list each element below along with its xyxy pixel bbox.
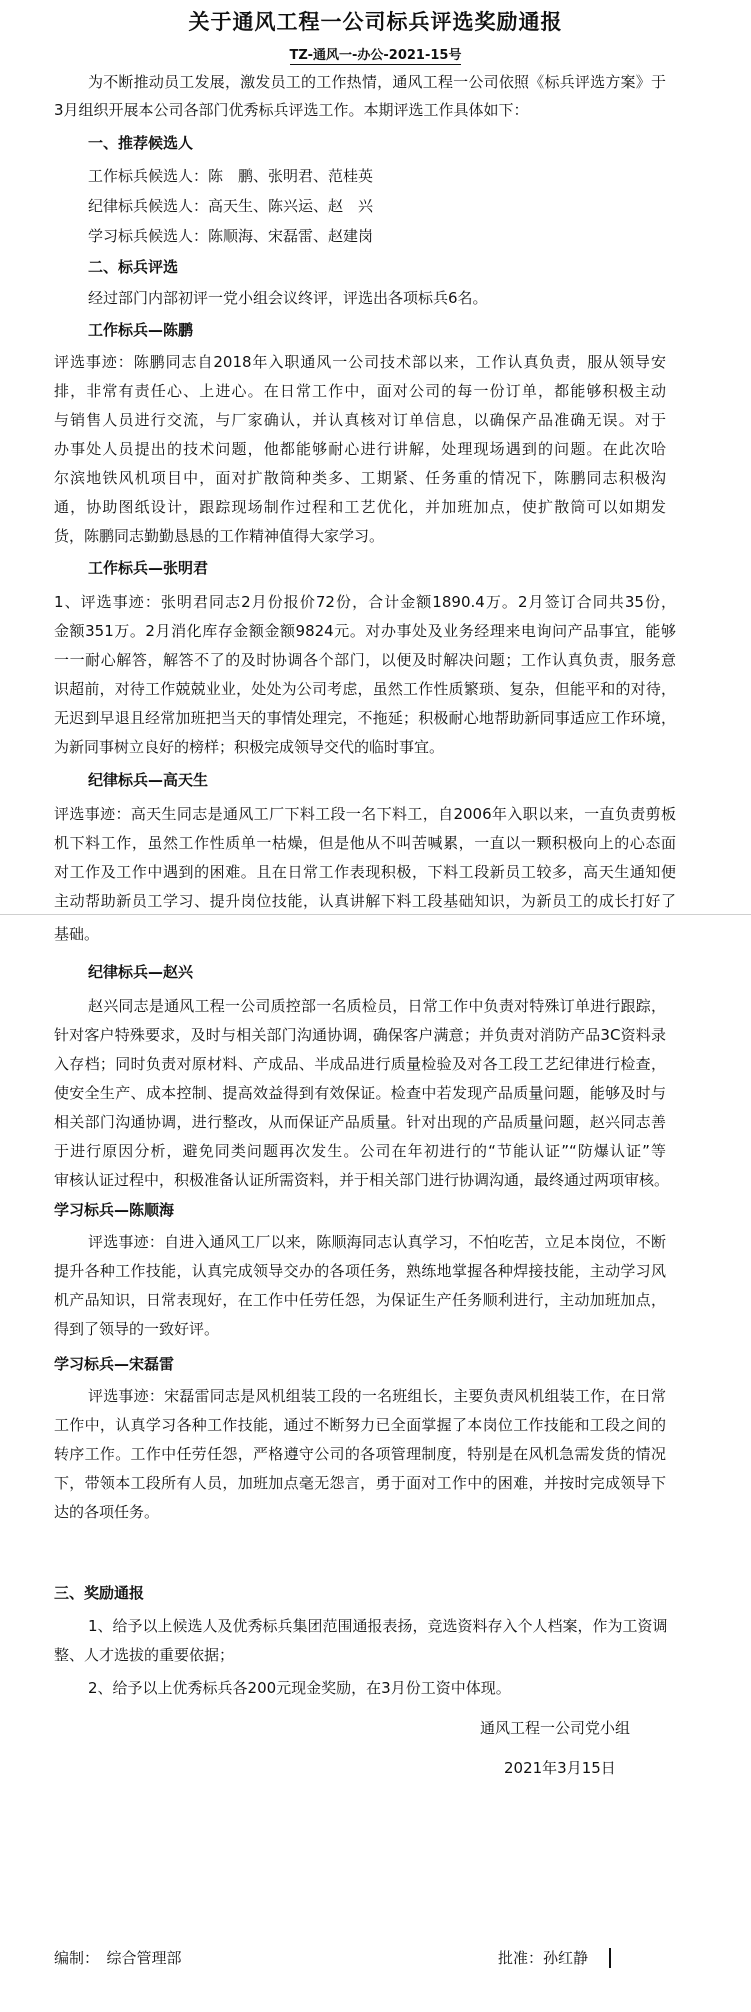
- award1-line: 排，非常有责任心、上进心。在日常工作中，面对公司的每一份订单，都能够积极主动: [54, 382, 666, 400]
- candidate-line-work: 工作标兵候选人：陈 鹏、张明君、范桂英: [88, 167, 374, 185]
- award2-line: 一一耐心解答，解答不了的及时协调各个部门，以便及时解决问题；工作认真负责，服务意: [54, 651, 676, 669]
- award6-line: 转序工作。工作中任劳任怨，严格遵守公司的各项管理制度，特别是在风机急需发货的情况: [54, 1445, 666, 1463]
- award2-heading: 工作标兵—张明君: [88, 559, 209, 577]
- award4-line: 入存档；同时负责对原材料、产成品、半成品进行质量检验及对各工段工艺纪律进行检查，: [54, 1055, 666, 1073]
- footer-editor: 编制： 综合管理部: [54, 1949, 182, 1967]
- section3-heading: 三、奖励通报: [54, 1584, 145, 1602]
- award3-line: 基础。: [54, 925, 100, 943]
- section3-line: 2、给予以上优秀标兵各200元现金奖励，在3月份工资中体现。: [88, 1679, 511, 1697]
- award3-line: 评选事迹：高天生同志是通风工厂下料工段一名下料工，自2006年入职以来，一直负责剪板: [54, 805, 676, 823]
- award4-line: 审核认证过程中，积极准备认证所需资料，并于相关部门进行协调沟通，最终通过两项审核。: [54, 1171, 670, 1189]
- award5-line: 机产品知识，日常表现好，在工作中任劳任怨，为保证生产任务顺利进行，主动加班加点，: [54, 1291, 666, 1309]
- award1-line: 货，陈鹏同志勤勤恳恳的工作精神值得大家学习。: [54, 527, 385, 545]
- award1-line: 与销售人员进行交流，与厂家确认，并认真核对订单信息，以确保产品准确无误。对于: [54, 411, 666, 429]
- award4-line: 针对客户特殊要求，及时与相关部门沟通协调，确保客户满意；并负责对消防产品3C资料录: [54, 1026, 666, 1044]
- intro-line-2: 3月组织开展本公司各部门优秀标兵评选工作。本期评选工作具体如下：: [54, 101, 529, 119]
- award4-line: 相关部门沟通协调，进行整改，从而保证产品质量。针对出现的产品质量问题，赵兴同志善: [54, 1113, 666, 1131]
- text-cursor: [609, 1948, 611, 1968]
- footer-approver: 批准：孙红静: [498, 1949, 589, 1967]
- award3-heading: 纪律标兵—高天生: [88, 771, 209, 789]
- candidate-line-study: 学习标兵候选人：陈顺海、宋磊雷、赵建岗: [88, 227, 374, 245]
- award1-line: 办事处人员提出的技术问题，他都能够耐心进行讲解，处理现场遇到的问题。在此次哈: [54, 440, 666, 458]
- award4-line: 赵兴同志是通风工程一公司质控部一名质检员，日常工作中负责对特殊订单进行跟踪，: [88, 997, 666, 1015]
- award2-line: 金额351万。2月消化库存金额金额9824元。对办事处及业务经理来电询问产品事宜，能够: [54, 622, 676, 640]
- intro-line-1: 为不断推动员工发展，激发员工的工作热情，通风工程一公司依照《标兵评选方案》于: [88, 73, 666, 91]
- candidate-line-discipline: 纪律标兵候选人：高天生、陈兴运、赵 兴: [88, 197, 374, 215]
- award5-line: 提升各种工作技能，认真完成领导交办的各项任务，熟练地掌握各种焊接技能，主动学习风: [54, 1262, 666, 1280]
- award6-line: 工作中，认真学习各种工作技能，通过不断努力已全面掌握了本岗位工作技能和工段之间的: [54, 1416, 666, 1434]
- award4-line: 使安全生产、成本控制、提高效益得到有效保证。检查中若发现产品质量问题，能够及时与: [54, 1084, 666, 1102]
- page-separator: [0, 914, 751, 915]
- award1-line: 评选事迹：陈鹏同志自2018年入职通风一公司技术部以来，工作认真负责，服从领导安: [54, 353, 666, 371]
- award2-line: 识超前，对待工作兢兢业业，处处为公司考虑，虽然工作性质繁琐、复杂，但能平和的对待，: [54, 680, 676, 698]
- section3-line: 1、给予以上候选人及优秀标兵集团范围通报表扬，竞选资料存入个人档案，作为工资调: [88, 1617, 668, 1635]
- award1-line: 尔滨地铁风机项目中，面对扩散筒种类多、工期紧、任务重的情况下，陈鹏同志积极沟: [54, 469, 666, 487]
- award5-line: 得到了领导的一致好评。: [54, 1320, 220, 1338]
- document-title: 关于通风工程一公司标兵评选奖励通报: [188, 10, 563, 34]
- award4-heading: 纪律标兵—赵兴: [88, 963, 194, 981]
- document-number: TZ-通风一-办公-2021-15号: [289, 48, 462, 63]
- signature-org: 通风工程一公司党小组: [480, 1719, 631, 1737]
- award2-line: 1、评选事迹：张明君同志2月份报价72份，合计金额1890.4万。2月签订合同共35份，: [54, 593, 676, 611]
- award5-line: 评选事迹：自进入通风工厂以来，陈顺海同志认真学习，不怕吃苦，立足本岗位，不断: [88, 1233, 666, 1251]
- award3-line: 对工作及工作中遇到的困难。且在日常工作表现积极，下料工段新员工较多，高天生通知便: [54, 863, 676, 881]
- award1-line: 通，协助图纸设计，跟踪现场制作过程和工艺优化，并加班加点，使扩散筒可以如期发: [54, 498, 666, 516]
- signature-date: 2021年3月15日: [504, 1759, 616, 1777]
- award6-heading: 学习标兵—宋磊雷: [54, 1355, 175, 1373]
- section2-heading: 二、标兵评选: [88, 258, 179, 276]
- award3-line: 机下料工作，虽然工作性质单一枯燥，但是他从不叫苦喊累，一直以一颗积极向上的心态面: [54, 834, 676, 852]
- award2-line: 无迟到早退且经常加班把当天的事情处理完，不拖延；积极耐心地帮助新同事适应工作环境，: [54, 709, 676, 727]
- section3-line: 整、人才选拔的重要依据；: [54, 1646, 235, 1664]
- section2-intro: 经过部门内部初评一党小组会议终评，评选出各项标兵6名。: [88, 289, 488, 307]
- award2-line: 为新同事树立良好的榜样；积极完成领导交代的临时事宜。: [54, 738, 445, 756]
- award3-line: 主动帮助新员工学习、提升岗位技能，认真讲解下料工段基础知识，为新员工的成长打好了: [54, 892, 676, 910]
- award6-line: 达的各项任务。: [54, 1503, 160, 1521]
- award6-line: 下，带领本工段所有人员，加班加点毫无怨言，勇于面对工作中的困难，并按时完成领导下: [54, 1474, 666, 1492]
- award4-line: 于进行原因分析，避免同类问题再次发生。公司在年初进行的“节能认证”“防爆认证”等: [54, 1142, 666, 1160]
- award6-line: 评选事迹：宋磊雷同志是风机组装工段的一名班组长，主要负责风机组装工作，在日常: [88, 1387, 666, 1405]
- award1-heading: 工作标兵—陈鹏: [88, 321, 194, 339]
- award5-heading: 学习标兵—陈顺海: [54, 1201, 175, 1219]
- section1-heading: 一、推荐候选人: [88, 134, 194, 152]
